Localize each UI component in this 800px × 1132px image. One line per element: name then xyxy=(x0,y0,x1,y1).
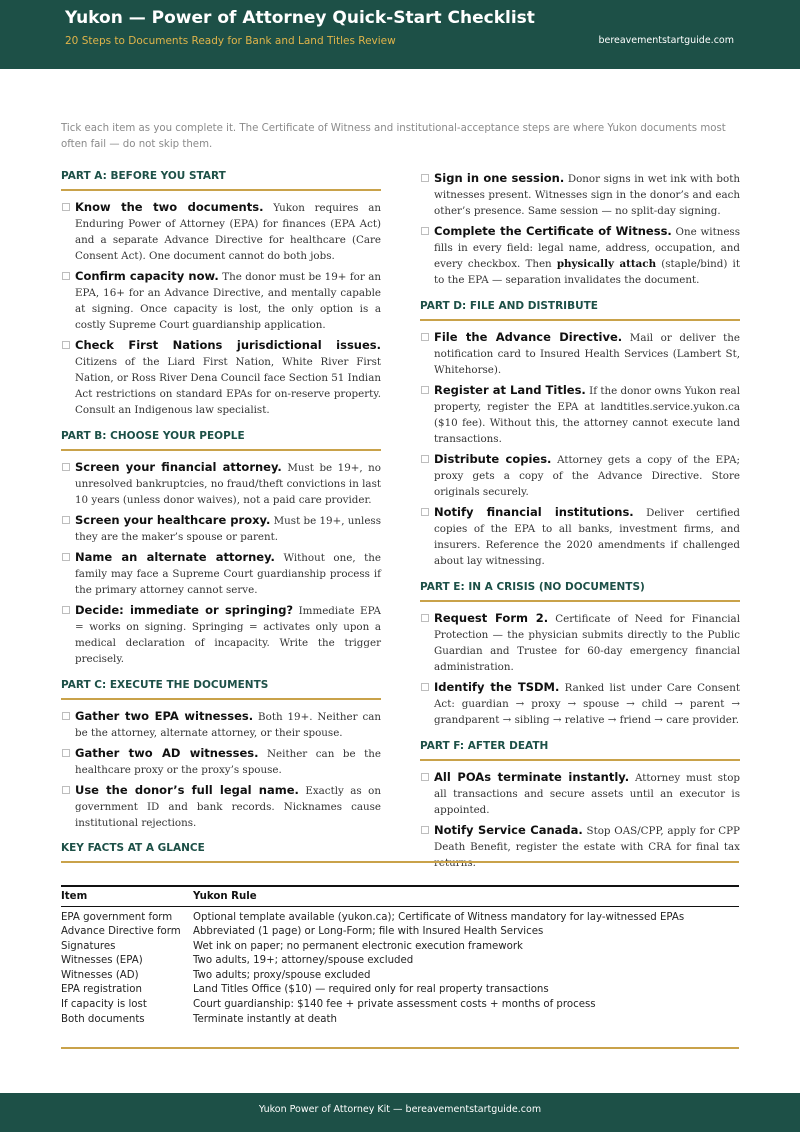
cell-item: Both documents xyxy=(61,1013,145,1025)
item-lead: Distribute copies. xyxy=(434,452,552,466)
checkbox[interactable] xyxy=(421,333,429,341)
item-lead: Notify financial institutions. xyxy=(434,505,634,519)
checkbox[interactable] xyxy=(62,203,70,211)
checkbox[interactable] xyxy=(62,749,70,757)
item-text: Donor signs in wet ink with both witnesses present. Witnesses sign in the donor’s and each other’s presence. Same session — no split-day signing. xyxy=(434,173,740,217)
cell-rule: Court guardianship: $140 fee + private assessment costs + months of process xyxy=(193,999,596,1011)
item-text: Yukon requires an Enduring Power of Attorney (EPA) for finances (EPA Act) and a separate Advance Directive for healthcare (Care Consent Act). One document cannot do both jobs. xyxy=(75,202,381,262)
item-text: Both 19+. Neither can be the attorney, alternate attorney, or their spouse. xyxy=(75,711,381,739)
checkbox[interactable] xyxy=(421,683,429,691)
checkbox[interactable] xyxy=(62,516,70,524)
checklist-item xyxy=(420,504,740,569)
checklist-item xyxy=(61,459,381,508)
part-e xyxy=(420,581,740,728)
page-footer: Yukon Power of Attorney Kit — bereavementstartguide.com xyxy=(0,1093,800,1132)
cell-item: EPA registration xyxy=(61,984,142,996)
key-facts-section xyxy=(61,842,739,1049)
checklist-item xyxy=(420,679,740,728)
checklist-item xyxy=(420,451,740,500)
cell-item: If capacity is lost xyxy=(61,999,147,1011)
item-text: (staple/bind) it to the EPA — separation invalidates the document. xyxy=(434,258,740,286)
checkbox[interactable] xyxy=(62,786,70,794)
item-lead: Register at Land Titles. xyxy=(434,383,586,397)
cell-item: Advance Directive form xyxy=(61,926,181,938)
checklist-item xyxy=(420,610,740,675)
checkbox[interactable] xyxy=(421,174,429,182)
item-text: If the donor owns Yukon real property, register the EPA at landtitles.service.yukon.ca ($10 fee). Without this, the attorney cannot execute land transactions. xyxy=(434,385,740,445)
cell-item: Witnesses (EPA) xyxy=(61,955,143,967)
cell-item: EPA government form xyxy=(61,911,173,923)
checklist-item xyxy=(61,745,381,778)
key-facts-heading: KEY FACTS AT A GLANCE xyxy=(61,842,739,863)
checklist-item xyxy=(420,223,740,288)
part-e-heading: PART E: IN A CRISIS (NO DOCUMENTS) xyxy=(420,581,740,602)
table-row xyxy=(61,911,739,926)
right-column xyxy=(420,170,740,883)
item-text: Stop OAS/CPP, apply for CPP Death Benefit, register the estate with CRA for final tax returns. xyxy=(434,825,740,869)
item-lead: Complete the Certificate of Witness. xyxy=(434,224,672,238)
item-emphasis: physically attach xyxy=(556,258,657,270)
item-lead: Screen your financial attorney. xyxy=(75,460,282,474)
cell-rule: Land Titles Office ($10) — required only for real property transactions xyxy=(193,984,549,996)
checklist-item xyxy=(61,337,381,418)
item-text: Attorney must stop all transactions and secure assets until an executor is appointed. xyxy=(434,772,740,816)
part-d-heading: PART D: FILE AND DISTRIBUTE xyxy=(420,300,740,321)
cell-rule: Terminate instantly at death xyxy=(193,1013,338,1025)
checkbox[interactable] xyxy=(62,712,70,720)
checkbox[interactable] xyxy=(421,227,429,235)
checkbox[interactable] xyxy=(421,614,429,622)
checklist-item xyxy=(61,512,381,545)
checkbox[interactable] xyxy=(62,606,70,614)
part-b xyxy=(61,430,381,667)
table-row xyxy=(61,969,739,984)
document-title: Yukon — Power of Attorney Quick-Start Checklist xyxy=(65,8,535,28)
checklist-item xyxy=(420,170,740,219)
checkbox[interactable] xyxy=(62,272,70,280)
checklist-item xyxy=(420,329,740,378)
item-text: Neither can be the healthcare proxy or the proxy’s spouse. xyxy=(75,748,382,776)
item-lead: Sign in one session. xyxy=(434,171,565,185)
table-row xyxy=(61,925,739,940)
item-lead: All POAs terminate instantly. xyxy=(434,770,630,784)
table-row xyxy=(61,983,739,998)
cell-item: Witnesses (AD) xyxy=(61,969,139,981)
checkbox[interactable] xyxy=(421,386,429,394)
item-lead: Screen your healthcare proxy. xyxy=(75,513,271,527)
item-lead: Decide: immediate or springing? xyxy=(75,603,294,617)
header-site-url: bereavementstartguide.com xyxy=(598,35,734,46)
table-row xyxy=(61,998,739,1013)
item-lead: File the Advance Directive. xyxy=(434,330,623,344)
table-row xyxy=(61,954,739,969)
checkbox[interactable] xyxy=(421,826,429,834)
checkbox[interactable] xyxy=(421,773,429,781)
item-text: One witness fills in every field: legal name, address, occupation, and every checkbox. Then xyxy=(434,226,740,270)
item-text: Attorney gets a copy of the EPA; proxy gets a copy of the Advance Directive. Store originals securely. xyxy=(434,454,740,498)
checkbox[interactable] xyxy=(62,341,70,349)
document-subtitle: 20 Steps to Documents Ready for Bank and Land Titles Review xyxy=(65,35,396,47)
item-lead: Request Form 2. xyxy=(434,611,549,625)
section-divider xyxy=(61,1047,739,1049)
item-lead: Use the donor’s full legal name. xyxy=(75,783,299,797)
cell-rule: Optional template available (yukon.ca); Certificate of Witness mandatory for lay-witnessed EPAs xyxy=(193,911,685,923)
part-d xyxy=(420,300,740,569)
cell-rule: Abbreviated (1 page) or Long-Form; file with Insured Health Services xyxy=(193,926,544,938)
item-text: Ranked list under Care Consent Act: guardian → proxy → spouse → child → parent → grandparent → sibling → relative → friend → care provider. xyxy=(434,682,740,726)
item-text: Mail or deliver the notification card to Insured Health Services (Lambert St, Whitehorse). xyxy=(434,332,740,376)
part-a-heading: PART A: BEFORE YOU START xyxy=(61,170,381,191)
cell-item: Signatures xyxy=(61,940,116,952)
intro-text: Tick each item as you complete it. The Certificate of Witness and institutional-acceptance steps are where Yukon documents most often fail — do not skip them. xyxy=(61,123,726,150)
key-facts-table xyxy=(61,885,739,1027)
checklist-item xyxy=(420,769,740,818)
checklist-item xyxy=(61,602,381,667)
item-lead: Gather two AD witnesses. xyxy=(75,746,259,760)
part-f-heading: PART F: AFTER DEATH xyxy=(420,740,740,761)
cell-rule: Two adults; proxy/spouse excluded xyxy=(193,969,371,981)
cell-rule: Two adults, 19+; attorney/spouse excluded xyxy=(193,955,414,967)
item-lead: Check First Nations jurisdictional issues. xyxy=(75,338,381,352)
table-row xyxy=(61,940,739,955)
checklist-item xyxy=(61,549,381,598)
part-c-heading: PART C: EXECUTE THE DOCUMENTS xyxy=(61,679,381,700)
item-lead: Confirm capacity now. xyxy=(75,269,219,283)
checkbox[interactable] xyxy=(421,455,429,463)
item-lead: Name an alternate attorney. xyxy=(75,550,275,564)
column-header-rule: Yukon Rule xyxy=(193,886,739,907)
checklist-item xyxy=(61,199,381,264)
item-text: Immediate EPA = works on signing. Springing = activates only upon a medical declaration of incapacity. Write the trigger precisely. xyxy=(75,605,381,665)
part-c-continued xyxy=(420,170,740,288)
checkbox[interactable] xyxy=(62,553,70,561)
item-text: Must be 19+, unless they are the maker’s spouse or parent. xyxy=(75,515,381,543)
item-lead: Gather two EPA witnesses. xyxy=(75,709,254,723)
page-header xyxy=(0,0,800,69)
column-header-item: Item xyxy=(61,886,193,907)
item-text: Without one, the family may face a Supreme Court guardianship process if the primary attorney cannot serve. xyxy=(75,552,381,596)
checkbox[interactable] xyxy=(421,508,429,516)
part-b-heading: PART B: CHOOSE YOUR PEOPLE xyxy=(61,430,381,451)
part-c xyxy=(61,679,381,831)
table-row xyxy=(61,1013,739,1028)
cell-rule: Wet ink on paper; no permanent electronic execution framework xyxy=(193,940,523,952)
item-text: Exactly as on government ID and bank records. Nicknames cause institutional rejections. xyxy=(75,785,382,829)
checklist-item xyxy=(61,268,381,333)
left-column xyxy=(61,170,381,843)
item-text: Must be 19+, no unresolved bankruptcies, no fraud/theft convictions in last 10 years (unless donor waives), not a paid care provider. xyxy=(75,462,381,506)
checklist-item xyxy=(61,708,381,741)
item-text: Certificate of Need for Financial Protection — the physician submits directly to the Public Guardian and Trustee for 60-day emergency financial administration. xyxy=(434,613,740,673)
item-lead: Notify Service Canada. xyxy=(434,823,583,837)
item-lead: Know the two documents. xyxy=(75,200,264,214)
checklist-item xyxy=(61,782,381,831)
table-header-row xyxy=(61,886,739,907)
item-lead: Identify the TSDM. xyxy=(434,680,560,694)
part-a xyxy=(61,170,381,418)
item-text: The donor must be 19+ for an EPA, 16+ for an Advance Directive, and mentally capable at signing. Once capacity is lost, the only option is a costly Supreme Court guardianship application. xyxy=(75,271,381,331)
checklist-item xyxy=(420,382,740,447)
item-text: Citizens of the Liard First Nation, White River First Nation, or Ross River Dena Council face Section 51 Indian Act restrictions on standard EPAs for on-reserve property. Consult an Indigenous law specialist. xyxy=(75,356,381,416)
checkbox[interactable] xyxy=(62,463,70,471)
item-text: Deliver certified copies of the EPA to all banks, investment firms, and insurers. Reference the 2020 amendments if challenged about lay witnessing. xyxy=(434,507,740,567)
